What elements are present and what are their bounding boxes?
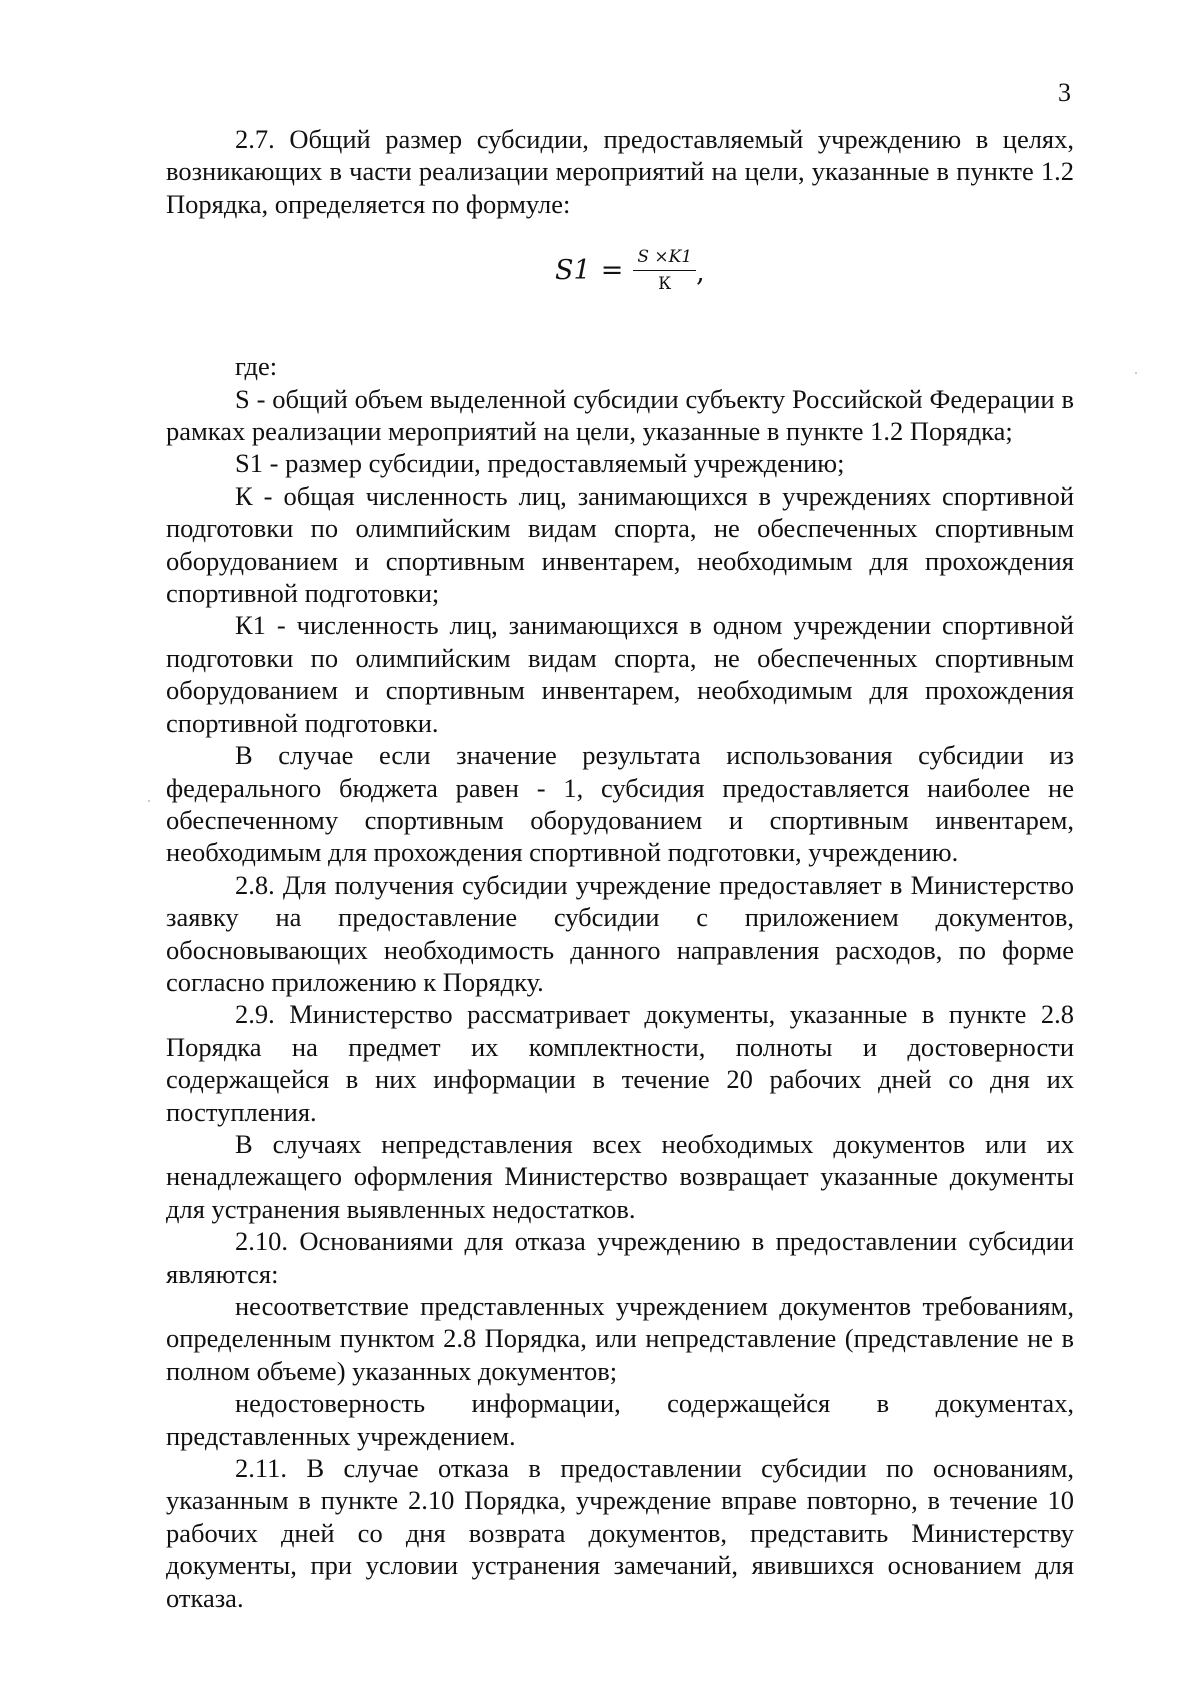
document-body [166,123,1074,1614]
scan-speck [1135,372,1137,374]
paragraph-def-s: S - общий объем выделенной субсидии субъекту Российской Федерации в рамках реализации мероприятий на цели, указанные в пункте 1.2 Порядка; [166,383,1074,447]
paragraph-refusal-reason-1: несоответствие представленных учреждением документов требованиям, определенным пунктом 2.8 Порядка, или непредставление (представление не в полном объеме) указанных документов; [166,1291,1074,1386]
formula-equals: = [600,254,624,286]
paragraph-2-11: 2.11. В случае отказа в предоставлении субсидии по основаниям, указанным в пункте 2.10 Порядка, учреждение вправе повторно, в течение 10 рабочих дней со дня возврата документов, представить Министерству документы, при условии устранения замечаний, явившихся основанием для отказа. [166,1453,1074,1613]
formula-trailing-comma: , [696,256,705,288]
paragraph-2-10: 2.10. Основаниями для отказа учреждению в предоставлении субсидии являются: [166,1226,1074,1289]
paragraph-result-case: В случае если значение результата использования субсидии из федерального бюджета равен - 1, субсидия предоставляется наиболее не обеспеченному спортивным оборудованием и спортивным инвентарем, необходимым для прохождения спортивной подготовки, учреждению. [166,740,1074,868]
subsidy-formula [555,247,705,294]
paragraph-2-9: 2.9. Министерство рассматривает документы, указанные в пункте 2.8 Порядка на предмет их комплектности, полноты и достоверности содержащейся в них информации в течение 20 рабочих дней со дня их поступления. [166,999,1074,1127]
formula-numerator: S ×K1 [633,247,696,271]
paragraph-refusal-reason-2: недостоверность информации, содержащейся в документах, представленных учреждением. [166,1388,1074,1451]
paragraph-2-8: 2.8. Для получения субсидии учреждение предоставляет в Министерство заявку на предоставление субсидии с приложением документов, обосновывающих необходимость данного направления расходов, по форме согласно приложению к Порядку. [166,869,1074,997]
formula-lhs: S1 [555,254,591,286]
page-number: 3 [1058,78,1071,107]
formula-block [166,220,1074,350]
paragraph-where: где: [235,351,278,382]
paragraph-2-7-intro: 2.7. Общий размер субсидии, предоставляемый учреждению в целях, возникающих в части реализации мероприятий на цели, указанные в пункте 1.2 Порядка, определяется по формуле: [166,124,1074,219]
formula-denominator: К [658,274,672,295]
paragraph-def-s1: S1 - размер субсидии, предоставляемый учреждению; [235,448,845,479]
paragraph-non-submission: В случаях непредставления всех необходимых документов или их ненадлежащего оформления Министерство возвращает указанные документы для устранения выявленных недостатков. [166,1128,1074,1224]
paragraph-def-k: К - общая численность лиц, занимающихся в учреждениях спортивной подготовки по олимпийским видам спорта, не обеспеченных спортивным оборудованием и спортивным инвентарем, необходимым для прохождения спортивной подготовки; [166,480,1074,609]
paragraph-def-k1: К1 - численность лиц, занимающихся в одном учреждении спортивной подготовки по олимпийским видам спорта, не обеспеченных спортивным оборудованием и спортивным инвентарем, необходимым для прохождения спортивной подготовки. [166,610,1074,738]
formula-fraction [633,247,696,294]
scan-speck [148,800,150,802]
